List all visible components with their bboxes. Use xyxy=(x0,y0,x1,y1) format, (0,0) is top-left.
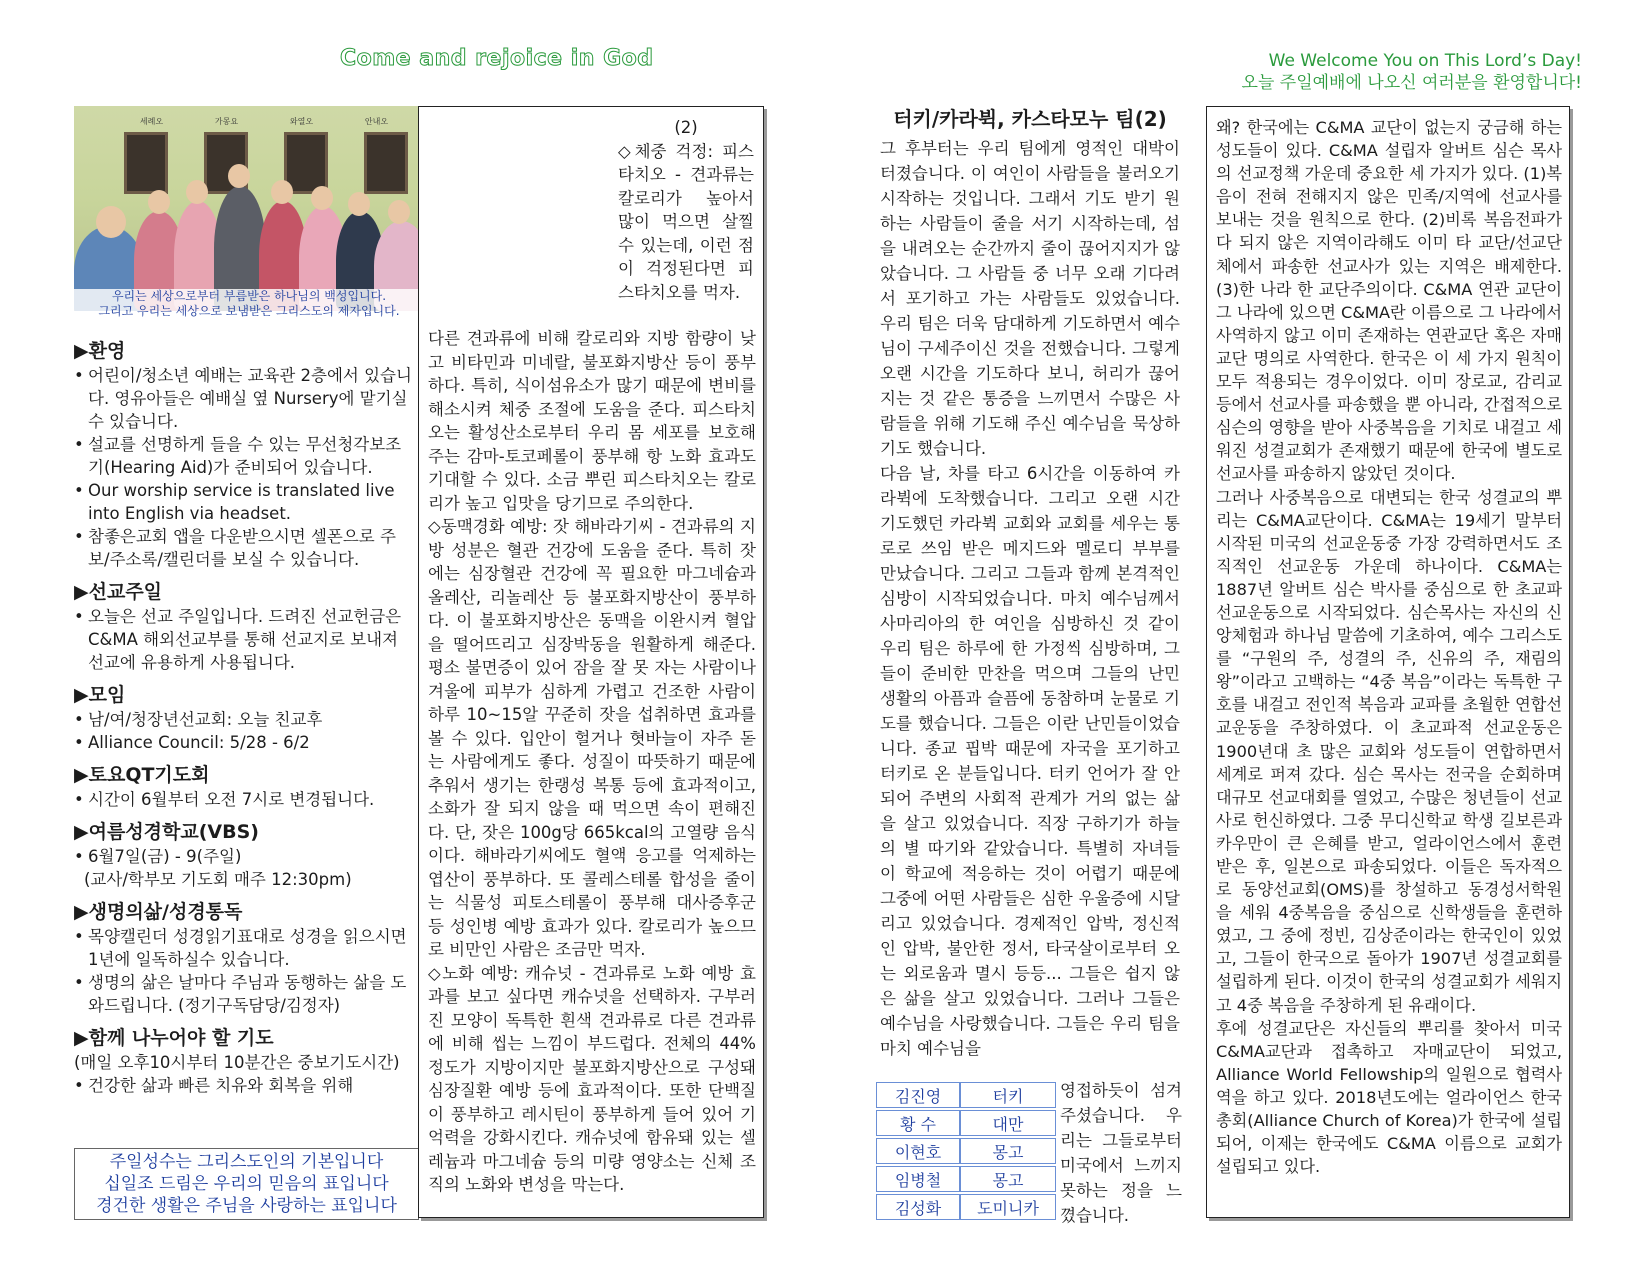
team-member-place: 대만 xyxy=(960,1110,1056,1136)
person-head xyxy=(96,206,126,238)
team-member-place: 몽고 xyxy=(960,1138,1056,1164)
person-head xyxy=(311,186,333,210)
meeting-heading: ▶모임 xyxy=(74,684,126,706)
motto-line: 십일조 드림은 우리의 믿음의 표입니다 xyxy=(104,1174,389,1194)
vbs-heading: ▶여름성경학교(VBS) xyxy=(74,821,259,843)
paragraph: 왜? 한국에는 C&MA 교단이 없는지 궁금해 하는 성도들이 있다. C&MA 설립자 알버트 심슨 목사의 선교정책 가운데 중요한 세 가지가 있다. (1)복음이 전혀 전해지지 않은 민족/지역에 선교사를 보내는 것을 원칙으로 한다. (2)비록 복음전파가 다 되지 않은 지역이라해도 이미 타 교단/선교단체에서 파송한 선교사가 있는 지역은 배제한다. (3)한 나라 한 교단주의이다. C&MA 연관 교단이 그 나라에 있으면 C&MA란 이름으로 그 나라에서 사역하지 않고 이미 존재하는 연관교단 혹은 자매교단 명의로 사역한다. 한국은 이 세 가지 원칙이 모두 적용되는 경우이었다. 이미 장로교, 감리교 등에서 선교사를 파송했을 뿐 아니라, 간접적으로 심슨의 영향을 받아 사중복음을 기치로 내걸고 세워진 성결교회가 존재했기 때문에 한국에 별도로 선교사를 파송하지 않았던 것이다. xyxy=(1216,118,1562,484)
table-row xyxy=(876,1194,1056,1220)
person-head xyxy=(228,164,250,188)
team-member-name: 임병철 xyxy=(876,1166,960,1192)
header-left-title: Come and rejoice in God xyxy=(340,46,654,71)
paragraph: 후에 성결교단은 자신들의 뿌리를 찾아서 미국 C&MA교단과 접촉하고 자매교단이 되었고, Alliance World Fellowship의 일원으로 협력사역을 하고 있다. 2018년도에는 얼라이언스 한국총회(Alliance Church of Korea)가 한국에 설립되어, 이제는 한국에도 C&MA 이름으로 교회가 설립되고 있다. xyxy=(1216,1018,1562,1177)
history-article-body xyxy=(1216,116,1562,1178)
person-head xyxy=(348,192,370,216)
paragraph: 다음 날, 차를 타고 6시간을 이동하여 카라뷕에 도착했습니다. 그리고 오랜 시간 기도했던 카라뷕 교회와 교회를 세우는 통로로 쓰임 받은 메지드와 멜로디 부부를 만났습니다. 그리고 그들과 함께 본격적인 심방이 시작되었습니다. 마치 예수님께서 사마리아의 한 여인을 심방하신 것 같이 우리 팀은 하루에 한 가정씩 심방하며, 그들이 준비한 만찬을 먹으며 그들의 난민 생활의 아픔과 슬픔에 동참하며 눈물로 기도를 했습니다. 그들은 이란 난민들이었습니다. 종교 핍박 때문에 자국을 포기하고 터키로 온 분들입니다. 터키 언어가 잘 안되어 주변의 사회적 관계가 거의 없는 삶을 살고 있었습니다. 직장 구하기가 하늘의 별 따기와 같았습니다. 특별히 자녀들이 학교에 적응하는 것이 어렵기 때문에 그중에 어떤 사람들은 심한 우울증에 시달리고 있었습니다. 경제적인 압박, 정신적인 압박, 불안한 정서, 타국살이로부터 오는 외로움과 멸시 등등... 그들은 쉽지 않은 삶을 살고 있었습니다. 그러나 그들은 예수님을 사랑했습니다. 그들은 우리 팀을 마치 예수님을 xyxy=(880,464,1180,1058)
team-member-place: 터키 xyxy=(960,1082,1056,1108)
qt-heading: ▶토요QT기도회 xyxy=(74,764,210,786)
mission-heading: ▶선교주일 xyxy=(74,581,163,603)
table-row xyxy=(876,1138,1056,1164)
motto-line: 경건한 생활은 주님을 사랑하는 표입니다 xyxy=(96,1196,397,1216)
team-member-name: 황 수 xyxy=(876,1110,960,1136)
person-head xyxy=(388,200,410,224)
person-head xyxy=(148,190,170,214)
vbs-note: (교사/학부모 기도회 매주 12:30pm) xyxy=(84,870,352,889)
team-table xyxy=(876,1080,1056,1222)
article-title: 터키/카라뷕, 카스타모누 팀(2) xyxy=(893,107,1167,131)
paragraph: 다른 견과류에 비해 칼로리와 지방 함량이 낮고 비타민과 미네랄, 불포화지방산 등이 풍부하다. 특히, 식이섬유소가 많기 때문에 변비를 해소시켜 체중 조절에 도움을 준다. 피스타치오는 활성산소로부터 우리 몸 세포를 보호해 주는 감마-토코페롤이 풍부해 항 노화 효과도 기대할 수 있다. 소금 뿌린 피스타치오는 칼로리가 높고 입맛을 당기므로 주의한다. xyxy=(428,329,756,513)
welcome-heading: ▶환영 xyxy=(74,340,126,362)
person-head xyxy=(186,180,208,204)
table-row xyxy=(876,1166,1056,1192)
mission-story-body xyxy=(880,136,1180,1061)
paragraph: ◇노화 예방: 캐슈넛 - 견과류로 노화 예방 효과를 보고 싶다면 캐슈넛을 선택하자. 구부러진 모양이 독특한 흰색 견과류로 다른 견과류에 비해 씹는 느낌이 부드럽다. 전체의 44% 정도가 지방이지만 불포화지방산으로 구성돼 심장질환 예방 등에 효과적이다. 또한 단백질이 풍부하고 레시틴이 풍부하게 들어 있어 기억력을 강화시킨다. 캐슈넛에 함유돼 있는 셀레늄과 마그네슘 등의 미량 영양소는 신체 조직의 노화와 변성을 막는다. xyxy=(428,963,756,1194)
motto-box xyxy=(74,1148,419,1220)
health-article-top xyxy=(618,116,754,304)
list-item: • 참좋은교회 앱을 다운받으시면 셀폰으로 주보/주소록/캘린더를 보실 수 있습니다. xyxy=(74,525,414,571)
welcome-english: We Welcome You on This Lord’s Day! xyxy=(1268,51,1582,71)
motto-line: 주일성수는 그리스도인의 기본입니다 xyxy=(109,1152,384,1172)
team-member-name: 김진영 xyxy=(876,1082,960,1108)
list-item: • Alliance Council: 5/28 - 6/2 xyxy=(74,731,414,754)
list-item: • 시간이 6월부터 오전 7시로 변경됩니다. xyxy=(74,788,414,811)
bible-heading: ▶생명의삶/성경통독 xyxy=(74,901,243,923)
list-item: • 생명의 삶은 날마다 주님과 동행하는 삶을 도와드립니다. (정기구독담당/김정자) xyxy=(74,971,414,1017)
mission-story-end: 영접하듯이 섬겨 주셨습니다. 우리는 그들로부터 미국에서 느끼지 못하는 정을 느꼈습니다. xyxy=(1060,1081,1182,1225)
photo-frame xyxy=(124,132,168,194)
list-item: • 설교를 선명하게 들을 수 있는 무선청각보조기(Hearing Aid)가 준비되어 있습니다. xyxy=(74,433,414,479)
prayer-heading: ▶함께 나누어야 할 기도 xyxy=(74,1027,274,1049)
page-number: (2) xyxy=(674,118,698,137)
prayer-note: (매일 오후10시부터 10분간은 중보기도시간) xyxy=(74,1053,400,1072)
photo-frame xyxy=(364,132,408,194)
paragraph: ◇동맥경화 예방: 잣 해바라기씨 - 견과류의 지방 성분은 혈관 건강에 도움을 준다. 특히 잣에는 심장혈관 건강에 꼭 필요한 마그네슘과 올레산, 리놀레산 등 불포화지방산이 풍부하다. 이 불포화지방산은 동맥을 이완시켜 혈압을 떨어뜨리고 심장박동을 원활하게 해준다. 평소 불면증이 있어 잠을 잘 못 자는 사람이나 겨울에 피부가 심하게 가렵고 건조한 사람이 하루 10~15알 꾸준히 잣을 섭취하면 효과를 볼 수 있다. 입안이 헐거나 혓바늘이 자주 돋는 사람에게도 좋다. 성질이 따뜻하기 때문에 추워서 생기는 한랭성 복통 등에 효과적이고, 소화가 잘 되지 않을 때 먹으면 속이 편해진다. 단, 잣은 100g당 665kcal의 고열량 음식이다. 해바라기씨에도 혈액 응고를 억제하는 엽산이 풍부하다. 또 콜레스테롤 합성을 줄이는 식물성 피토스테롤이 풍부해 대사증후군 등 성인병 예방 효과가 있다. 칼로리가 높으므로 비만인 사람은 조금만 먹자. xyxy=(428,517,756,959)
frame-labels: 세례오 가몽요 와열오 안내오 xyxy=(139,117,389,126)
list-item: • 어린이/청소년 예배는 교육관 2층에서 있습니다. 영유아들은 예배실 옆 Nursery에 맡기실 수 있습니다. xyxy=(74,364,414,433)
team-member-name: 김성화 xyxy=(876,1194,960,1220)
list-item: • Our worship service is translated live into English via headset. xyxy=(74,479,414,525)
paragraph: 그 후부터는 우리 팀에게 영적인 대박이 터졌습니다. 이 여인이 사람들을 불러오기 시작하는 것입니다. 그래서 기도 받기 원하는 사람들이 줄을 서기 시작하는데, 섬을 내려오는 순간까지 줄이 끊어지지가 않았습니다. 그 사람들 중 너무 오래 기다려서 포기하고 가는 사람들도 있었습니다. 우리 팀은 더욱 담대하게 기도하면서 예수님이 구세주이신 것을 전했습니다. 그렇게 오랜 시간을 기도하다 보니, 허리가 끊어지는 것 같은 통증을 느끼면서 수많은 사람들을 위해 기도해 주신 예수님을 묵상하기도 했습니다. xyxy=(880,139,1180,458)
group-photo xyxy=(74,106,424,311)
header-welcome xyxy=(1242,50,1582,94)
list-item: • 남/여/청장년선교회: 오늘 친교후 xyxy=(74,708,414,731)
bulletin-announcements xyxy=(74,338,414,1097)
paragraph: ◇체중 걱정: 피스타치오 - 견과류는 칼로리가 높아서 많이 먹으면 살찔 수 있는데, 이런 점이 걱정된다면 피스타치오를 먹자. xyxy=(618,141,754,302)
health-article-body xyxy=(428,327,756,1197)
person-head xyxy=(271,180,293,204)
team-member-name: 이현호 xyxy=(876,1138,960,1164)
table-row xyxy=(876,1082,1056,1108)
list-item: • 목양캘린더 성경읽기표대로 성경을 읽으시면 1년에 일독하실수 있습니다. xyxy=(74,925,414,971)
welcome-korean: 오늘 주일예배에 나오신 여러분을 환영합니다! xyxy=(1241,73,1582,93)
list-item: • 오늘은 선교 주일입니다. 드려진 선교헌금은 C&MA 해외선교부를 통해 선교지로 보내져 선교에 유용하게 사용됩니다. xyxy=(74,605,414,674)
team-member-place: 몽고 xyxy=(960,1166,1056,1192)
table-row xyxy=(876,1110,1056,1136)
paragraph: 그러나 사중복음으로 대변되는 한국 성결교의 뿌리는 C&MA교단이다. C&MA는 19세기 말부터 시작된 미국의 선교운동중 가장 강력하면서도 조직적인 선교운동 가운데 하나이다. C&MA는 1887년 알버트 심슨 박사를 중심으로 한 초교파 선교운동으로 시작되었다. 심슨목사는 자신의 신앙체험과 하나님 말씀에 기초하여, 예수 그리스도를 “구원의 주, 성결의 주, 신유의 주, 재림의 왕”이라고 고백하는 “4중 복음”이라는 독특한 구호를 내걸고 전인적 복음과 교파를 초월한 연합선교운동을 주창하였다. 이 초교파적 선교운동은 1900년대 초 많은 교회와 성도들이 연합하면서 세계로 퍼져 갔다. 심슨 목사는 전국을 순회하며 대규모 선교대회를 열었고, 수많은 청년들이 선교사로 헌신하였다. 그중 무디신학교 학생 길보른과 카우만이 큰 은혜를 받고, 얼라이언스에서 훈련 받은 후, 일본으로 파송되었다. 이들은 독자적으로 동양선교회(OMS)를 창설하고 동경성서학원을 세워 4중복음을 중심으로 신학생들을 훈련하였고, 그 중에 정빈, 김상준이라는 한국인이 있었고, 그들이 한국으로 돌아가 1907년 성결교회를 설립하게 된다. 이것이 한국의 성결교회가 세워지고 4중 복음을 주창하게 된 유래이다. xyxy=(1216,487,1562,1015)
list-item: • 건강한 삶과 빠른 치유와 회복을 위해 xyxy=(74,1074,414,1097)
list-item: • 6월7일(금) - 9(주일) xyxy=(74,845,414,868)
team-member-place: 도미니카 xyxy=(960,1194,1056,1220)
photo-caption: 우리는 세상으로부터 부름받은 하나님의 백성입니다. 그리고 우리는 세상으로 보냄받은 그리스도의 제자입니다. xyxy=(74,289,424,319)
